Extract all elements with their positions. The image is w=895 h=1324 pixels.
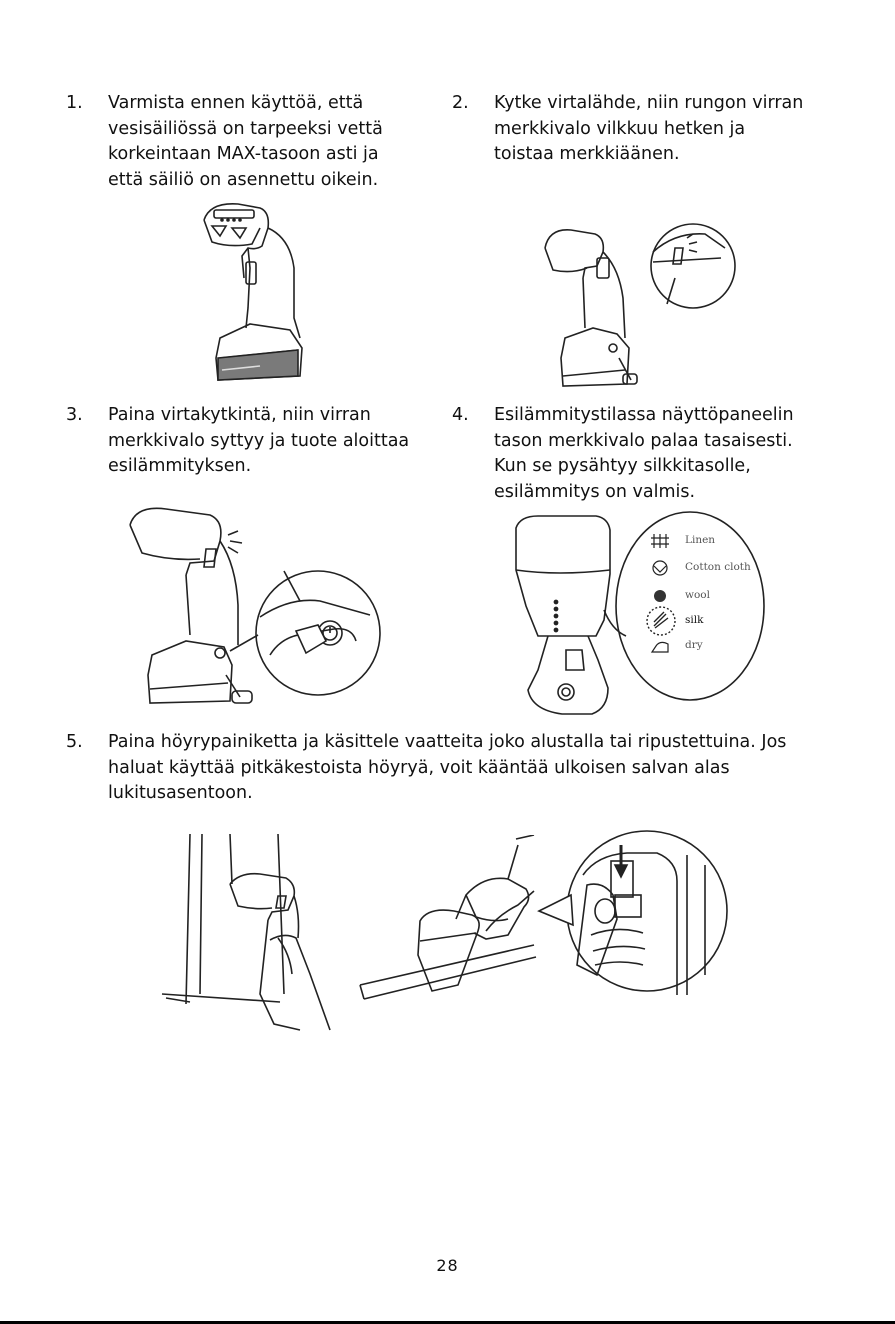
step-4-text: Esilämmitystilassa näyttöpaneelin tason merkkivalo palaa tasaisesti. Kun se pysähtyy silkkitasolle, esilämmitys on valmis. [494, 405, 794, 502]
step-3-text: Paina virtakytkintä, niin virran merkkivalo syttyy ja tuote aloittaa esilämmityksen. [108, 405, 410, 476]
silk-feather-icon [647, 607, 675, 635]
level-label-dry: dry [685, 639, 703, 651]
level-label-linen: Linen [685, 534, 716, 546]
step-5-number: 5. [66, 732, 83, 752]
level-label-silk: silk [685, 614, 704, 626]
step-1-text: Varmista ennen käyttöä, että vesisäiliössä on tarpeeksi vettä korkeintaan MAX-tasoon asti ja että säiliö on asennettu oikein. [108, 93, 383, 190]
level-label-cotton: Cotton cloth [685, 561, 751, 573]
figure-steaming-on-base [358, 835, 540, 1015]
cotton-flower-icon [653, 561, 667, 575]
step-3-number: 3. [66, 405, 83, 425]
wool-drop-icon [654, 590, 666, 602]
linen-grid-icon [651, 534, 669, 548]
figure-steamer-water-tank [190, 198, 320, 393]
dry-iron-icon [652, 642, 668, 652]
figure-power-indicator-blink [535, 208, 740, 398]
figure-power-switch-press [120, 505, 390, 710]
figure-lock-latch-zoom [537, 825, 729, 1003]
figure-fabric-level-display [508, 510, 766, 725]
figure-steaming-hanging-garment [160, 834, 340, 1034]
level-label-wool: wool [685, 589, 710, 601]
step-5-text: Paina höyrypainiketta ja käsittele vaatteita joko alustalla tai ripustettuina. Jos haluat käyttää pitkäkestoista höyryä, voit kääntää ulkoisen salvan alas lukitusasentoon. [108, 732, 787, 803]
step-4-number: 4. [452, 405, 469, 425]
step-1-number: 1. [66, 93, 83, 113]
step-2-number: 2. [452, 93, 469, 113]
step-2-text: Kytke virtalähde, niin rungon virran merkkivalo vilkkuu hetken ja toistaa merkkiäänen. [494, 93, 804, 164]
page-number: 28 [436, 1256, 459, 1275]
